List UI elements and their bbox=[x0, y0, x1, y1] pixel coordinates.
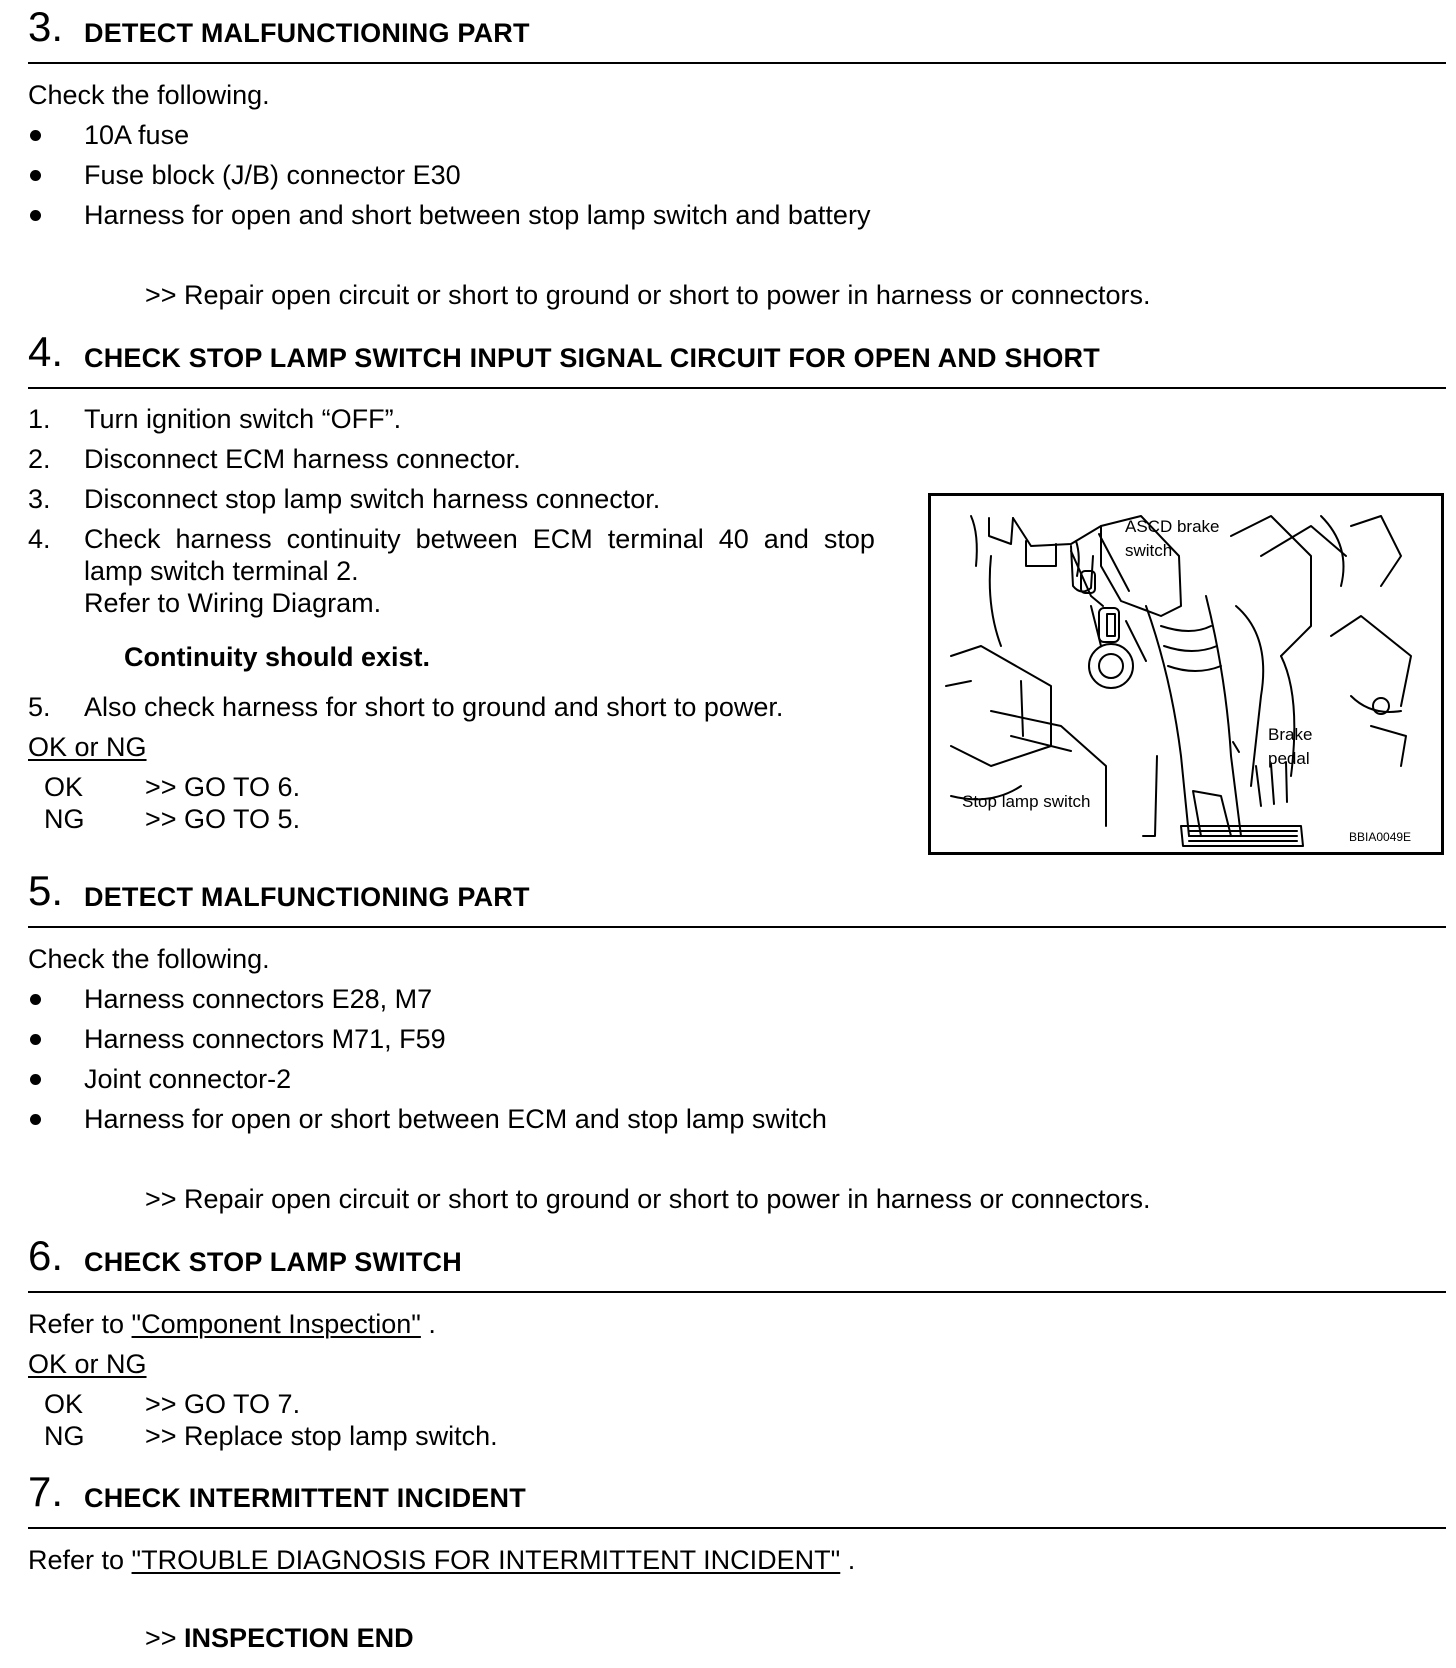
step-5-divider bbox=[28, 926, 1446, 928]
step-7-divider bbox=[28, 1527, 1446, 1529]
step-4-item-5-num: 5. bbox=[28, 692, 51, 722]
step-6-refer-prefix: Refer to bbox=[28, 1309, 132, 1339]
step-6-number: 6. bbox=[28, 1232, 64, 1279]
pedal-illustration bbox=[931, 496, 1441, 852]
bullet-icon bbox=[30, 170, 41, 181]
step-6-refer-suffix: . bbox=[420, 1309, 436, 1339]
step-3-title: DETECT MALFUNCTIONING PART bbox=[84, 18, 530, 48]
bullet-icon bbox=[30, 1114, 41, 1125]
step-4-item-5: Also check harness for short to ground and short to power. bbox=[84, 692, 784, 722]
step-5-intro: Check the following. bbox=[28, 944, 270, 974]
step-4-number: 4. bbox=[28, 328, 64, 375]
step-4-item-2-num: 2. bbox=[28, 444, 51, 474]
bullet-icon bbox=[30, 130, 41, 141]
bullet-icon bbox=[30, 1034, 41, 1045]
figure-label-ascd-line-1: ASCD brake bbox=[1125, 517, 1220, 536]
step-4-item-1-num: 1. bbox=[28, 404, 51, 434]
step-5-number: 5. bbox=[28, 867, 64, 914]
bullet-icon bbox=[30, 1074, 41, 1085]
step-7-number: 7. bbox=[28, 1468, 64, 1515]
step-7-end bbox=[145, 1622, 414, 1654]
step-7-end-arrow: >> bbox=[145, 1623, 185, 1653]
step-4-item-2: Disconnect ECM harness connector. bbox=[84, 444, 521, 474]
figure-code: BBIA0049E bbox=[1349, 830, 1412, 844]
step-4-title: CHECK STOP LAMP SWITCH INPUT SIGNAL CIRCUIT FOR OPEN AND SHORT bbox=[84, 343, 1100, 373]
step-6-title: CHECK STOP LAMP SWITCH bbox=[84, 1247, 462, 1277]
step-5-bullet-3: Joint connector-2 bbox=[84, 1064, 292, 1094]
step-6-refer bbox=[28, 1308, 436, 1340]
figure-label-ascd-line-2: switch bbox=[1125, 541, 1173, 560]
step-4-note: Continuity should exist. bbox=[124, 642, 431, 672]
step-3-bullet-2: Fuse block (J/B) connector E30 bbox=[84, 160, 461, 190]
step-4-item-3: Disconnect stop lamp switch harness connector. bbox=[84, 484, 661, 514]
step-4-divider bbox=[28, 387, 1446, 389]
bullet-icon bbox=[30, 210, 41, 221]
step-5-title: DETECT MALFUNCTIONING PART bbox=[84, 882, 530, 912]
step-7-title: CHECK INTERMITTENT INCIDENT bbox=[84, 1483, 526, 1513]
step-4-item-4-line-2: lamp switch terminal 2. bbox=[84, 556, 359, 586]
step-4-item-4-line-3: Refer to Wiring Diagram. bbox=[84, 588, 382, 618]
step-6-divider bbox=[28, 1291, 1446, 1293]
bullet-icon bbox=[30, 994, 41, 1005]
step-3-number: 3. bbox=[28, 3, 64, 50]
step-3-result: >> Repair open circuit or short to ground or short to power in harness or connectors. bbox=[145, 280, 1151, 310]
trouble-diagnosis-link[interactable]: "TROUBLE DIAGNOSIS FOR INTERMITTENT INCIDENT" bbox=[131, 1545, 841, 1575]
step-4-item-4-num: 4. bbox=[28, 524, 51, 554]
step-7-refer-prefix: Refer to bbox=[28, 1545, 132, 1575]
step-3-divider bbox=[28, 62, 1446, 64]
figure-label-brake-line-1: Brake bbox=[1268, 725, 1313, 744]
step-3-intro: Check the following. bbox=[28, 80, 270, 110]
step-7-refer-suffix: . bbox=[840, 1545, 856, 1575]
step-4-ok-ng-label: OK or NG bbox=[28, 732, 147, 762]
step-6-ok-ng-label: OK or NG bbox=[28, 1349, 147, 1379]
step-3-bullet-1: 10A fuse bbox=[84, 120, 190, 150]
step-7-end-label: INSPECTION END bbox=[184, 1623, 414, 1653]
step-6-ok-label: OK bbox=[44, 1389, 84, 1419]
step-4-ng-label: NG bbox=[44, 804, 85, 834]
step-5-bullet-2: Harness connectors M71, F59 bbox=[84, 1024, 446, 1054]
step-4-item-3-num: 3. bbox=[28, 484, 51, 514]
step-5-bullet-4: Harness for open or short between ECM and stop lamp switch bbox=[84, 1104, 827, 1134]
step-3-bullet-3: Harness for open and short between stop lamp switch and battery bbox=[84, 200, 871, 230]
step-5-result: >> Repair open circuit or short to ground or short to power in harness or connectors. bbox=[145, 1184, 1151, 1214]
step-4-item-4-line-1: Check harness continuity between ECM terminal 40 and stop bbox=[84, 524, 875, 554]
step-4-ok-label: OK bbox=[44, 772, 84, 802]
step-4-ok-action: >> GO TO 6. bbox=[145, 772, 301, 802]
step-4-item-1: Turn ignition switch “OFF”. bbox=[84, 404, 402, 434]
figure-label-stop-lamp-switch: Stop lamp switch bbox=[962, 792, 1091, 811]
figure-label-brake-line-2: pedal bbox=[1268, 749, 1310, 768]
stop-lamp-switch-figure bbox=[928, 493, 1444, 855]
step-7-refer bbox=[28, 1544, 855, 1576]
step-6-ok-action: >> GO TO 7. bbox=[145, 1389, 301, 1419]
component-inspection-link[interactable]: "Component Inspection" bbox=[131, 1309, 421, 1339]
step-6-ng-label: NG bbox=[44, 1421, 85, 1451]
step-4-ng-action: >> GO TO 5. bbox=[145, 804, 301, 834]
step-6-ng-action: >> Replace stop lamp switch. bbox=[145, 1421, 498, 1451]
step-5-bullet-1: Harness connectors E28, M7 bbox=[84, 984, 433, 1014]
